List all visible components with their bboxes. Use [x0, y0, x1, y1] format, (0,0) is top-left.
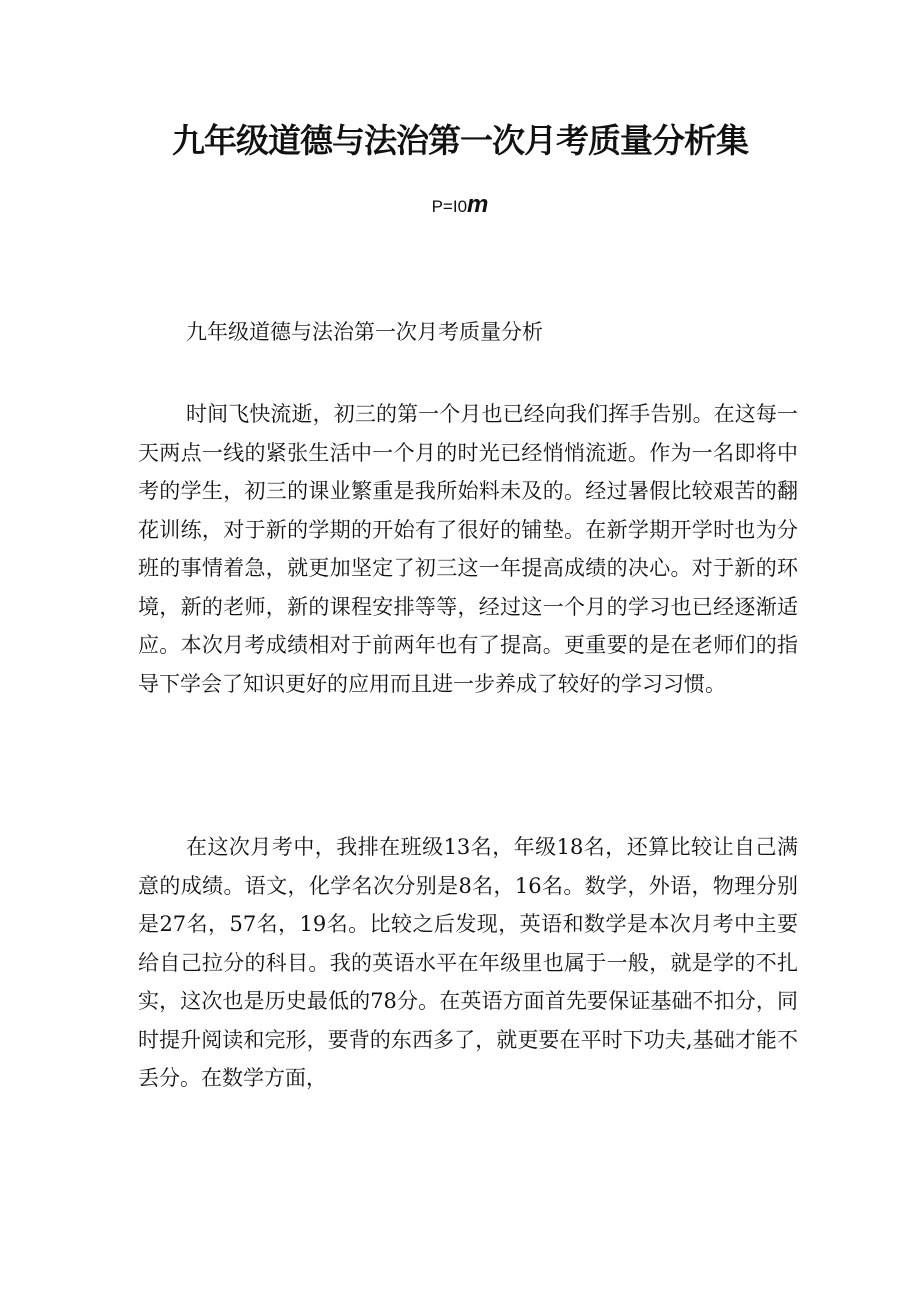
subtitle-prefix: P=I0 [431, 197, 468, 216]
document-title: 九年级道德与法治第一次月考质量分析集 [172, 121, 748, 160]
paragraph-2: 在这次月考中，我排在班级13名，年级18名，还算比较让自己满意的成绩。语文，化学名次分别是8名，16名。数学，外语，物理分别是27名，57名，19名。比较之后发现，英语和数学是本次月考中主要给自己拉分的科目。我的英语水平在年级里也属于一般，就是学的不扎实，这次也是历史最低的78分。在英语方面首先要保证基础不扣分，同时提升阅读和完形，要背的东西多了，就更要在平时下功夫,基础才能不丢分。在数学方面， [138, 835, 798, 1090]
document-subtitle [0, 192, 920, 220]
section-heading: 九年级道德与法治第一次月考质量分析 [186, 320, 543, 344]
paragraph-1: 时间飞快流逝，初三的第一个月也已经向我们挥手告别。在这每一天两点一线的紧张生活中一个月的时光已经悄悄流逝。作为一名即将中考的学生，初三的课业繁重是我所始料未及的。经过暑假比较艰苦的翻花训练，对于新的学期的开始有了很好的铺垫。在新学期开学时也为分班的事情着急，就更加坚定了初三这一年提高成绩的决心。对于新的环境，新的老师，新的课程安排等等，经过这一个月的学习也已经逐渐适应。本次月考成绩相对于前两年也有了提高。更重要的是在老师们的指导下学会了知识更好的应用而且进一步养成了较好的学习习惯。 [138, 402, 798, 696]
subtitle-suffix: m [467, 191, 489, 218]
